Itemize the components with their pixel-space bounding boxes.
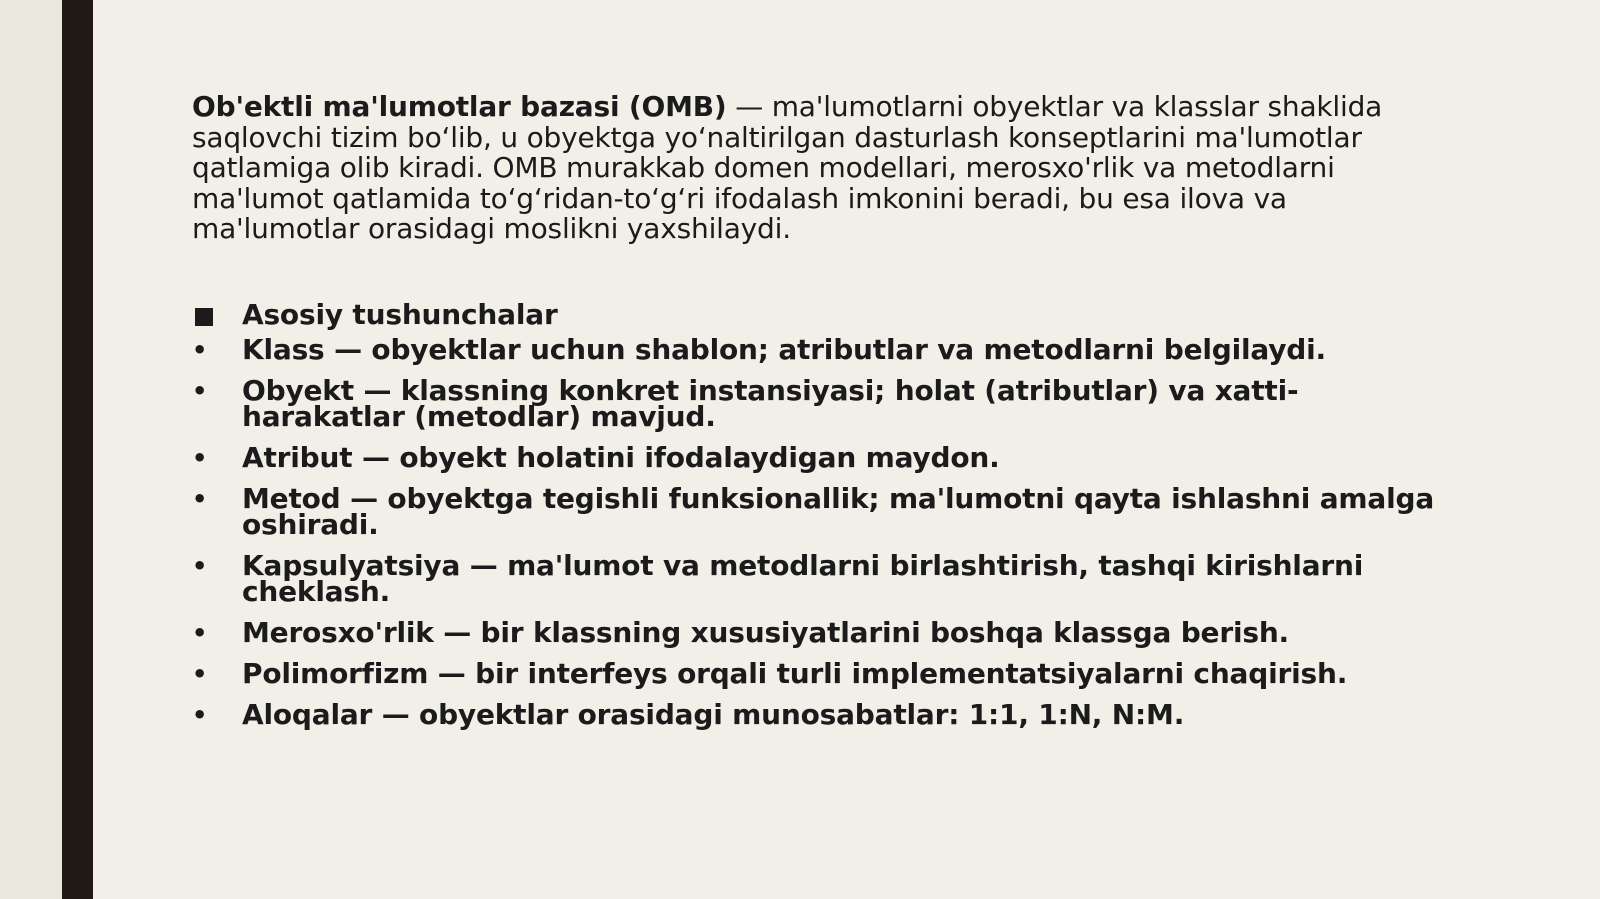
accent-bar: [62, 0, 93, 899]
intro-paragraph: [192, 92, 1442, 245]
list-item: [192, 656, 1442, 690]
list-item: [192, 548, 1442, 608]
slide-content: [192, 92, 1442, 743]
list-item: [192, 697, 1442, 731]
list-item-text: Klass — obyektlar uchun shablon; atributlar va metodlarni belgilaydi.: [242, 332, 1326, 366]
bullet-icon: •: [192, 335, 208, 364]
intro-text: — ma'lumotlarni obyektlar va klasslar shaklida saqlovchi tizim bo‘lib, u obyektga yo‘naltirilgan dasturlash konseptlarini ma'lumotlar qatlamiga olib kiradi. OMB murakkab domen modellari, merosxo'rlik va metodlarni ma'lumot qatlamida to‘g‘ridan-to‘g‘ri ifodalash imkonini beradi, bu esa ilova va ma'lumotlar orasidagi moslikni yaxshilaydi.: [192, 90, 1383, 245]
bullet-icon: •: [192, 551, 208, 580]
bullet-icon: •: [192, 484, 208, 513]
list-item-text: Obyekt — klassning konkret instansiyasi; holat (atributlar) va xatti-harakatlar (metodlar) mavjud.: [242, 373, 1299, 433]
section-heading: Asosiy tushunchalar: [242, 297, 558, 331]
list-item-text: Kapsulyatsiya — ma'lumot va metodlarni birlashtirish, tashqi kirishlarni cheklash.: [242, 548, 1364, 608]
list-item: [192, 615, 1442, 649]
list-item-text: Atribut — obyekt holatini ifodalaydigan maydon.: [242, 440, 1000, 474]
list-item: [192, 481, 1442, 541]
list-item: [192, 440, 1442, 474]
section-heading-row: [192, 297, 1442, 333]
concept-list: [192, 332, 1442, 731]
bullet-icon: •: [192, 618, 208, 647]
list-item-text: Aloqalar — obyektlar orasidagi munosabatlar: 1:1, 1:N, N:M.: [242, 697, 1185, 731]
bullet-icon: •: [192, 443, 208, 472]
list-item-text: Metod — obyektga tegishli funksionallik; ma'lumotni qayta ishlashni amalga oshiradi.: [242, 481, 1435, 541]
list-item-text: Polimorfizm — bir interfeys orqali turli implementatsiyalarni chaqirish.: [242, 656, 1348, 690]
bullet-icon: •: [192, 700, 208, 729]
bullet-icon: •: [192, 376, 208, 405]
list-item: [192, 332, 1442, 366]
square-bullet-icon: [195, 308, 213, 326]
left-margin: [0, 0, 62, 899]
list-item-text: Merosxo'rlik — bir klassning xususiyatlarini boshqa klassga berish.: [242, 615, 1289, 649]
intro-term: Ob'ektli ma'lumotlar bazasi (OMB): [192, 90, 727, 123]
list-item: [192, 373, 1442, 433]
bullet-icon: •: [192, 659, 208, 688]
